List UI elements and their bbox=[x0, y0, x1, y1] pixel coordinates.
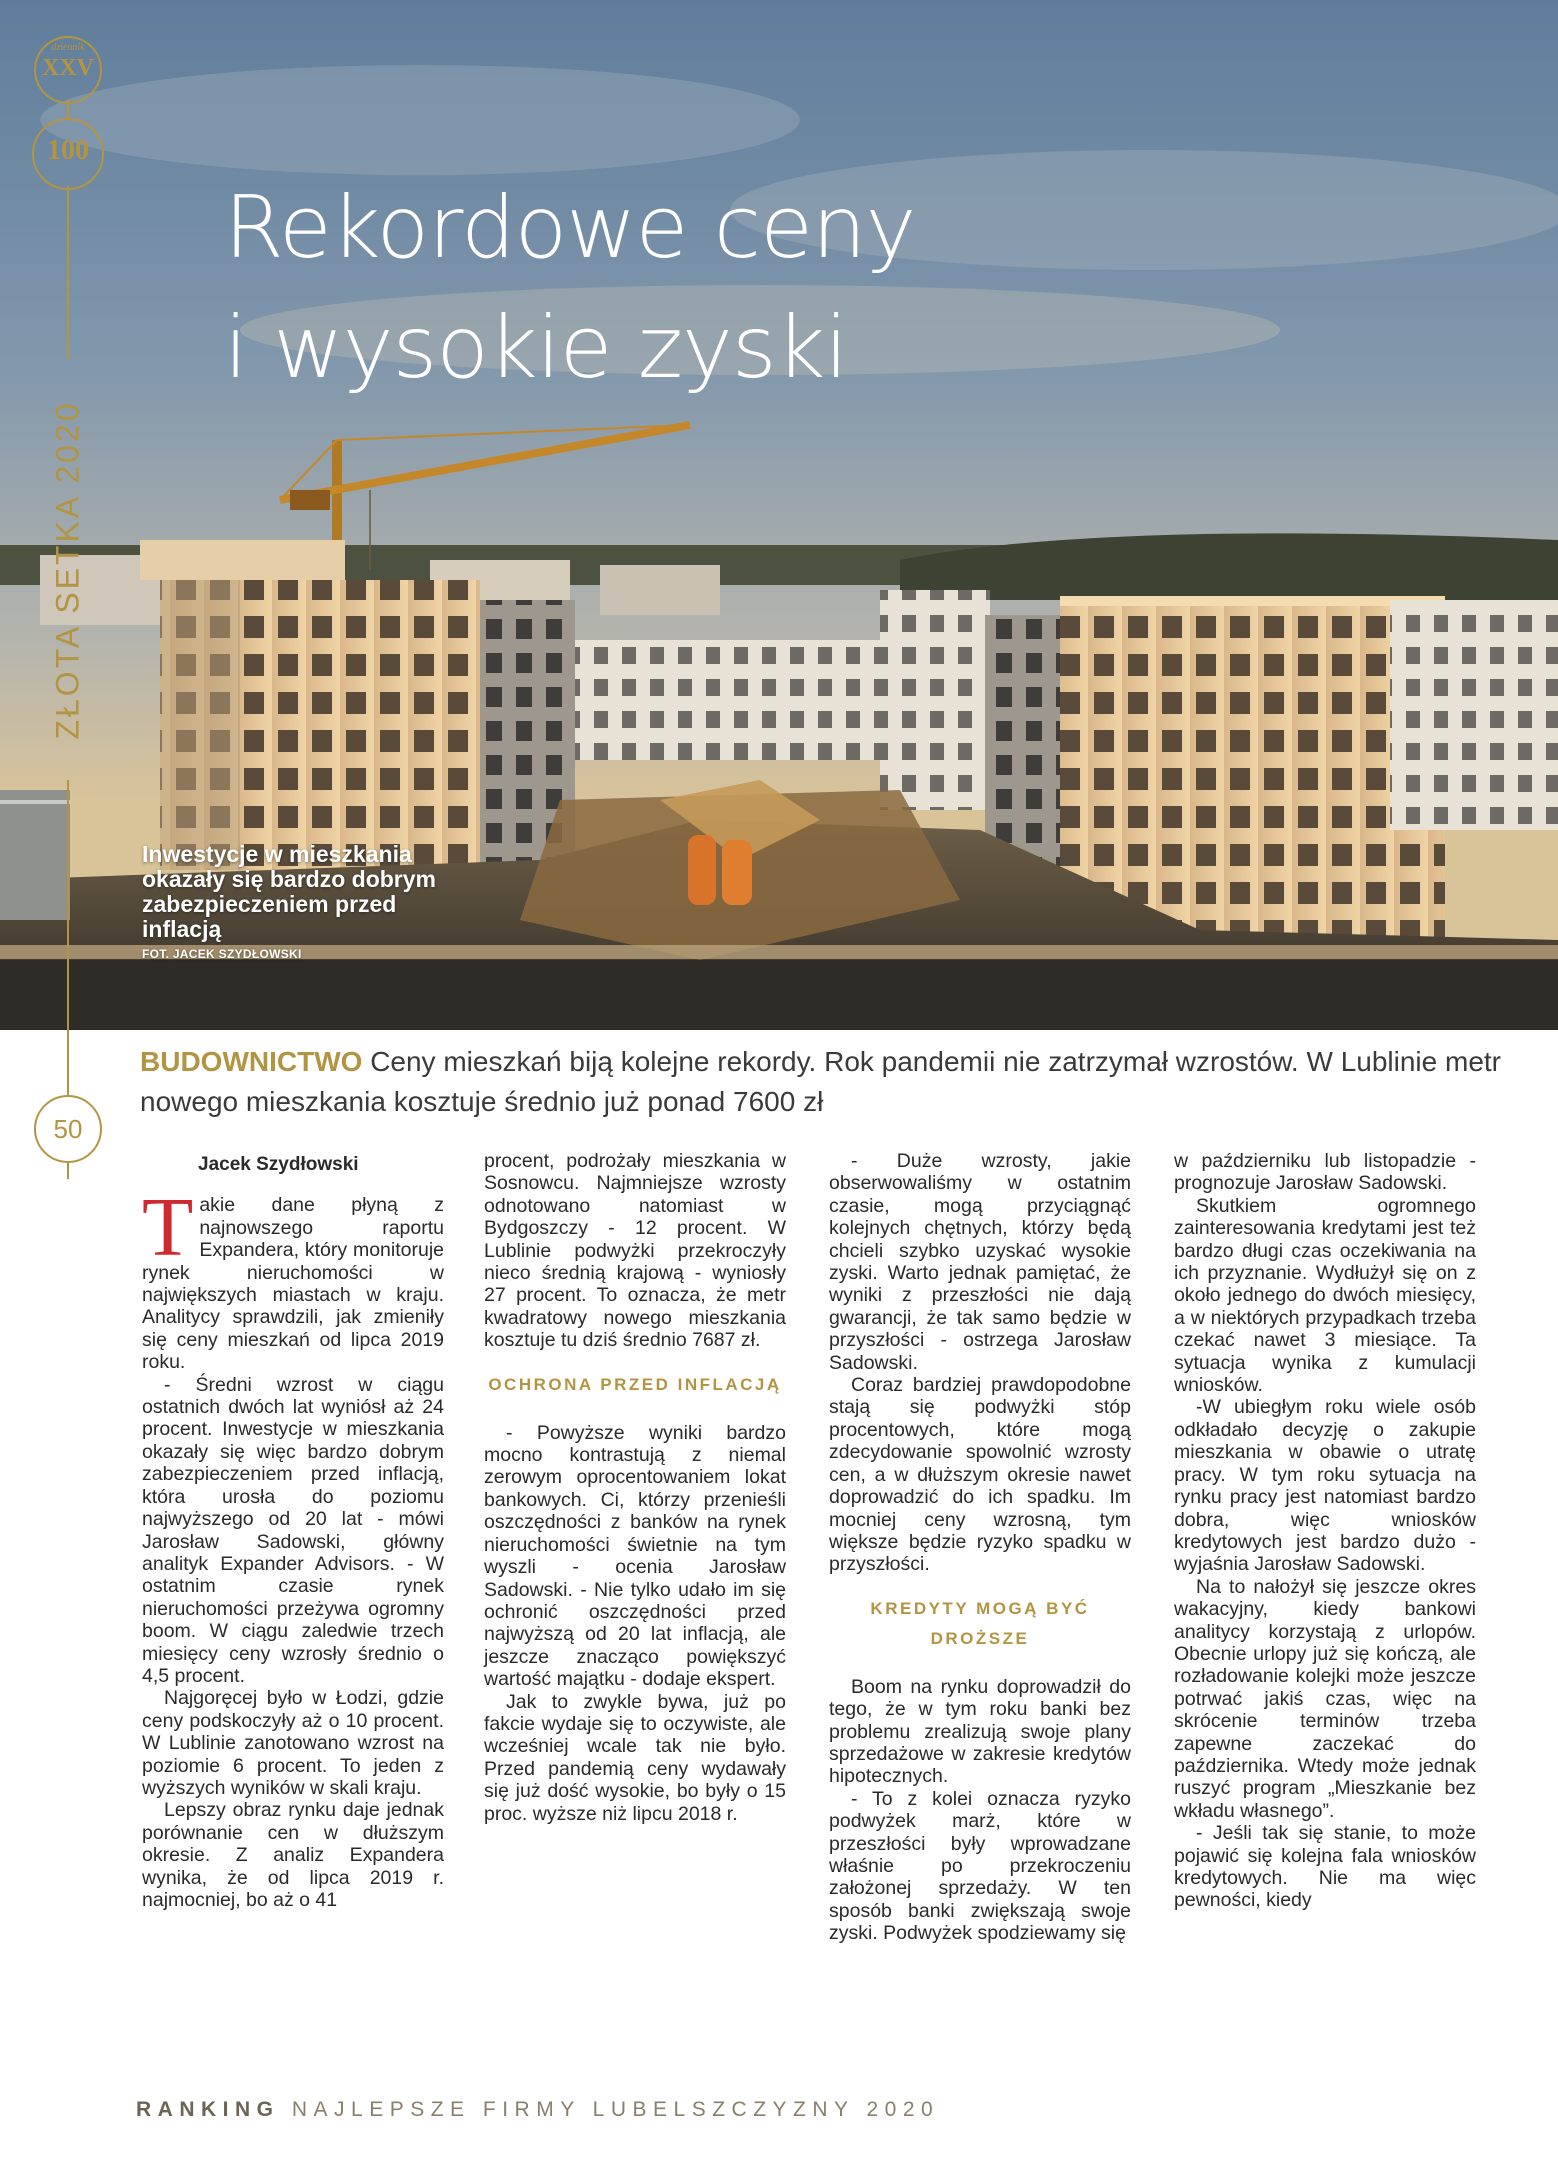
photo-credit: FOT. JACEK SZYDŁOWSKI bbox=[142, 947, 302, 961]
title-line-1: Rekordowe ceny bbox=[224, 178, 916, 278]
paragraph: w październiku lub listopadzie - prognozuje Jarosław Sadowski. bbox=[1174, 1150, 1476, 1195]
photo-caption bbox=[142, 842, 442, 962]
dziennik-xxv-logo bbox=[34, 36, 102, 104]
section-kicker: BUDOWNICTWO bbox=[140, 1046, 363, 1077]
paragraph: - Jeśli tak się stanie, to może pojawić się kolejna fala wniosków kredytowych. Nie ma więc pewności, kiedy bbox=[1174, 1822, 1476, 1912]
page-number: 50 bbox=[34, 1095, 102, 1163]
paragraph: - Średni wzrost w ciągu ostatnich dwóch lat wyniósł aż 24 procent. Inwestycje w mieszkania okazały się więc bardzo dobrym zabezpieczeniem przed inflacją, która urosła do poziomu najwyższego od 20 lat - mówi Jarosław Sadowski, główny analityk Expander Advisors. - W ostatnim czasie rynek nieruchomości przeżywa ogromny boom. W ciągu zaledwie trzech miesięcy ceny wzrosły średnio o 4,5 procent. bbox=[142, 1373, 444, 1687]
logo-big-text: XXV bbox=[42, 55, 94, 81]
footer-brand: RANKING bbox=[136, 2098, 280, 2121]
paragraph: Skutkiem ogromnego zainteresowania kredytami jest też bardzo długi czas oczekiwania na ich przyznanie. Wydłużył się on z około jednego do dwóch miesięcy, a w niektórych przypadkach trzeba czekać nawet 3 miesiące. Ta sytuacja wynika z kumulacji wniosków. bbox=[1174, 1194, 1476, 1397]
article-column-3 bbox=[829, 1150, 1131, 1945]
article-column-4 bbox=[1174, 1150, 1476, 1912]
vertical-label-text: ZŁOTA SETKA 2020 bbox=[49, 400, 86, 740]
title-line-2: i wysokie zyski bbox=[224, 298, 848, 398]
footer-title: NAJLEPSZE FIRMY LUBELSZCZYZNY 2020 bbox=[291, 2098, 940, 2121]
paragraph: Najgoręcej było w Łodzi, gdzie ceny podskoczyły aż o 10 procent. W Lublinie zanotowano wzrost na poziomie 6 procent. To jeden z wyższych wyników w skali kraju. bbox=[142, 1687, 444, 1799]
paragraph: Lepszy obraz rynku daje jednak porównanie cen w dłuższym okresie. Z analiz Expandera wynika, że od lipca 2019 r. najmocniej, bo aż o 41 bbox=[142, 1799, 444, 1911]
paragraph: -W ubiegłym roku wiele osób odkładało decyzję o zakupie mieszkania w obawie o utratę pracy. W tym roku sytuacja na rynku pracy jest natomiast bardzo dobra, więc wniosków kredytowych jest bardzo dużo - wyjaśnia Jarosław Sadowski. bbox=[1174, 1396, 1476, 1576]
paragraph: Na to nałożył się jeszcze okres wakacyjny, kiedy bankowi analitycy korzystają z urlopów. Obecnie urlopy już się kończą, ale rozładowanie kolejki może jeszcze potrwać jakiś czas, więc na skrócenie terminów trzeba zapewne zaczekać do października. Wtedy może jednak ruszyć program „Mieszkanie bez wkładu własnego”. bbox=[1174, 1575, 1476, 1822]
author-byline: Jacek Szydłowski bbox=[198, 1154, 359, 1175]
lead-text: Ceny mieszkań biją kolejne rekordy. Rok pandemii nie zatrzymał wzrostów. W Lublinie metr nowego mieszkania kosztuje średnio już ponad 7600 zł bbox=[140, 1046, 1502, 1117]
paragraph: - Duże wzrosty, jakie obserwowaliśmy w ostatnim czasie, mogą przyciągnąć kolejnych chętnych, którzy będą chcieli szybko uzyskać wysokie zyski. Warto jednak pamiętać, że wyniki z przeszłości nie dają gwarancji, że tak samo będzie w przyszłości - ostrzega Jarosław Sadowski. bbox=[829, 1150, 1131, 1374]
dropcap: T bbox=[142, 1181, 194, 1275]
article-column-1 bbox=[142, 1150, 444, 1911]
logo-small-text: dziennik bbox=[51, 42, 85, 53]
page-footer bbox=[136, 2098, 939, 2122]
subheading: OCHRONA PRZED INFLACJĄ bbox=[488, 1374, 782, 1394]
article-column-2 bbox=[484, 1150, 786, 1825]
subheading: KREDYTY MOGĄ BYĆ DROŻSZE bbox=[870, 1598, 1090, 1648]
paragraph-text: akie dane płyną z najnowszego raportu Expandera, który monitoruje rynek nieruchomości w największych miastach w kraju. Analitycy sprawdzili, jak zmieniły się ceny mieszkań od lipca 2019 roku. bbox=[142, 1194, 444, 1374]
article-lead bbox=[140, 1042, 1520, 1122]
paragraph: - Powyższe wyniki bardzo mocno kontrastują z niemal zerowym oprocentowaniem lokat bankowych. Ci, którzy przenieśli oszczędności z banków na rynek nieruchomości świetnie na tym wyszli - ocenia Jarosław Sadowski. - Nie tylko udało im się ochronić oszczędności przed najwyższą od 20 lat inflacją, ale jeszcze znacząco powiększyć wartość majątku - dodaje ekspert. bbox=[484, 1421, 786, 1691]
paragraph: - To z kolei oznacza ryzyko podwyżek marż, które w przeszłości były wprowadzane właśnie po przekroczeniu założonej sprzedaży. W ten sposób banki zwiększają swoje zyski. Podwyżek spodziewamy się bbox=[829, 1787, 1131, 1945]
paragraph: procent, podrożały mieszkania w Sosnowcu. Najmniejsze wzrosty odnotowano natomiast w Bydgoszczy - 12 procent. W Lublinie podwyżki przekroczyły nieco średnią krajową - wyniosły 27 procent. To oznacza, że metr kwadratowy nowego mieszkania kosztuje tu dziś średnio 7687 zł. bbox=[484, 1150, 786, 1352]
rail-line-segment bbox=[67, 780, 69, 1095]
caption-text: Inwestycje w mieszkania okazały się bardzo dobrym zabezpieczeniem przed inflacją bbox=[142, 841, 436, 942]
paragraph: Coraz bardziej prawdopodobne stają się podwyżki stóp procentowych, które mogą zdecydowanie spowolnić wzrosty cen, a w dłuższym okresie nawet doprowadzić do ich spadku. Im mocniej ceny wzrosną, tym większe będzie ryzyko spadku w przyszłości. bbox=[829, 1374, 1131, 1576]
hundred-logo bbox=[32, 118, 104, 190]
section-vertical-label bbox=[48, 360, 88, 780]
article-title bbox=[224, 168, 915, 408]
paragraph bbox=[142, 1181, 444, 1374]
paragraph: Boom na rynku doprowadził do tego, że w tym roku banki bez problemu zrealizują swoje plany sprzedażowe w zakresie kredytów hipotecznych. bbox=[829, 1675, 1131, 1788]
hundred-text: 100 bbox=[47, 135, 89, 166]
paragraph: Jak to zwykle bywa, już po fakcie wydaje się to oczywiste, ale wcześniej wcale tak nie było. Przed pandemią ceny wydawały się już dość wysokie, bo były o 15 proc. wyższe niż lipcu 2018 r. bbox=[484, 1690, 786, 1825]
hero-photo bbox=[0, 0, 1558, 1030]
rail-line-segment bbox=[67, 186, 69, 360]
